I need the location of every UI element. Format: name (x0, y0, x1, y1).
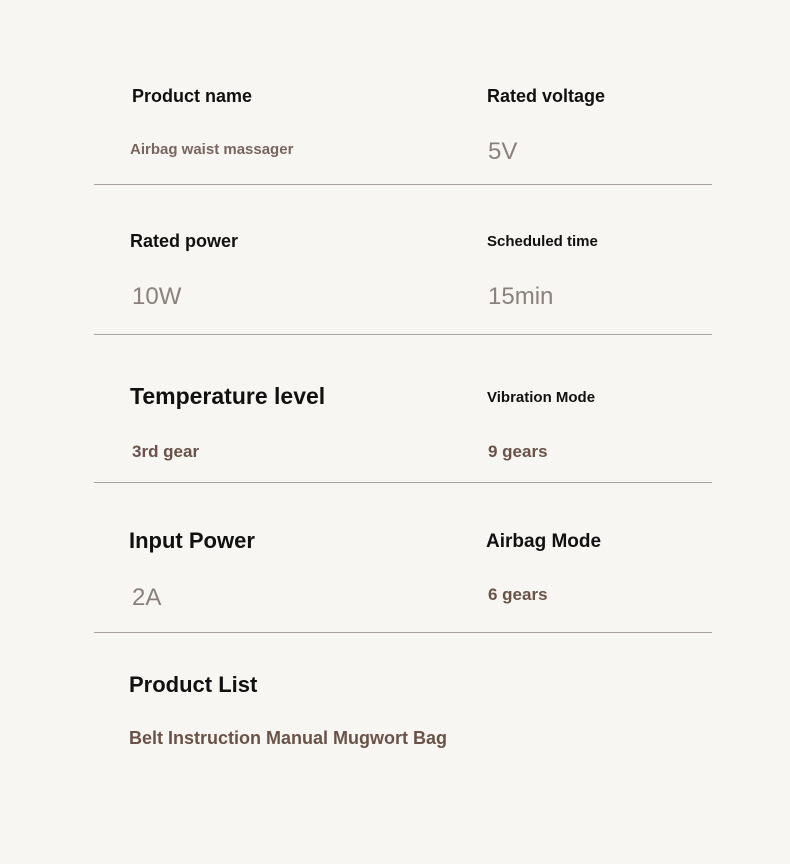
scheduled-time-value: 15min (488, 283, 554, 310)
row-divider (94, 184, 712, 185)
rated-power-value: 10W (132, 283, 182, 310)
product-name-value: Airbag waist massager (130, 141, 294, 158)
product-list-label: Product List (129, 672, 258, 697)
airbag-mode-value: 6 gears (488, 585, 548, 604)
row-divider (94, 334, 712, 335)
airbag-mode-label: Airbag Mode (486, 531, 602, 552)
temperature-level-value: 3rd gear (132, 442, 200, 461)
row-divider (94, 632, 712, 633)
row-divider (94, 482, 712, 483)
product-name-label: Product name (132, 86, 253, 106)
scheduled-time-label: Scheduled time (487, 233, 598, 250)
product-list-value: Belt Instruction Manual Mugwort Bag (129, 728, 447, 748)
temperature-level-label: Temperature level (130, 383, 326, 409)
vibration-mode-value: 9 gears (488, 442, 548, 461)
vibration-mode-label: Vibration Mode (487, 389, 596, 406)
input-power-label: Input Power (129, 528, 255, 553)
input-power-value: 2A (132, 584, 162, 611)
rated-voltage-label: Rated voltage (487, 86, 606, 106)
rated-power-label: Rated power (130, 231, 239, 251)
rated-voltage-value: 5V (488, 138, 518, 165)
